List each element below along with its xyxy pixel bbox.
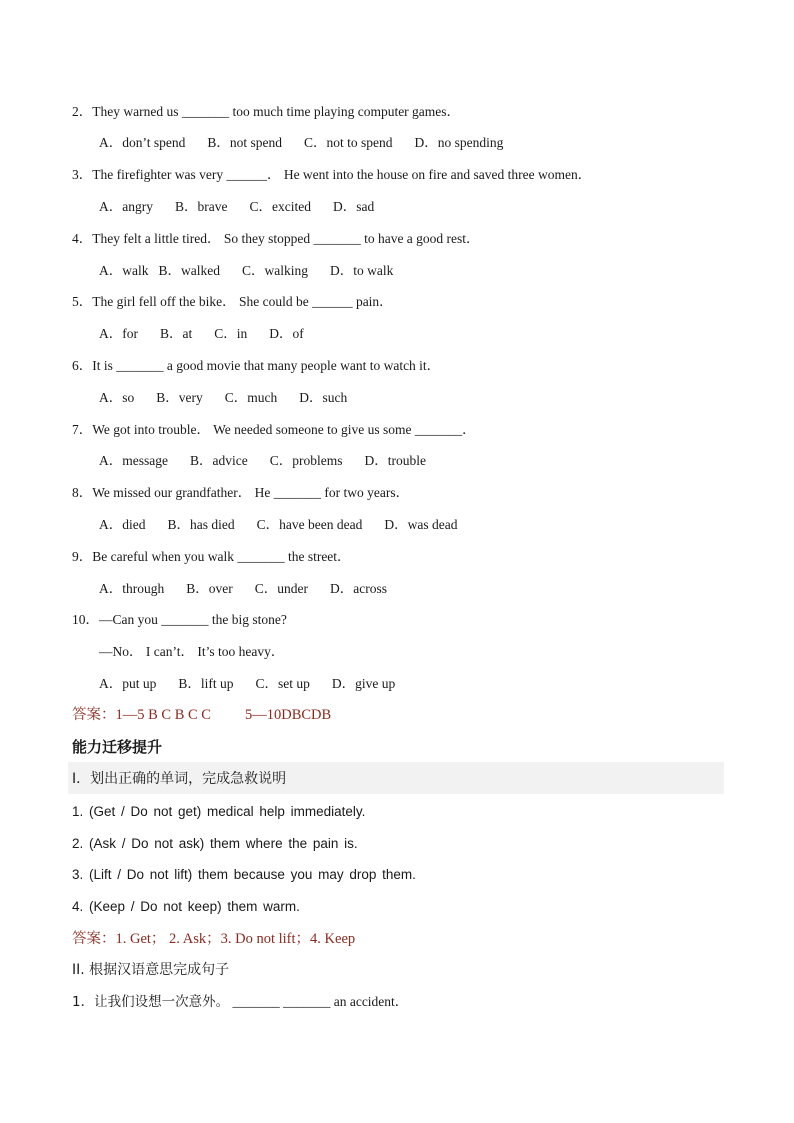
option-d: D．give up xyxy=(331,676,396,691)
question-9: 9．Be careful when you walk _______ the street． xyxy=(72,549,351,564)
part-1-item-2: 2. (Ask / Do not ask) them where the pain is. xyxy=(72,836,358,851)
part-2-item-1-chinese: 1．让我们设想一次意外。 xyxy=(72,994,230,1010)
options-10 xyxy=(99,675,417,693)
options-3 xyxy=(99,198,396,216)
options-9 xyxy=(99,580,409,598)
option-d: D．to walk xyxy=(330,263,394,278)
option-a: A．walk xyxy=(99,263,149,278)
option-d: D．across xyxy=(330,581,387,596)
options-7 xyxy=(99,452,448,470)
question-10-reply: —No． I can’t． It’s too heavy． xyxy=(99,644,285,659)
options-6 xyxy=(99,389,369,407)
option-b: B．not spend xyxy=(207,135,283,150)
option-c: C．set up xyxy=(255,676,310,691)
option-a: A．put up xyxy=(99,676,157,691)
option-c: C．excited xyxy=(249,199,311,214)
question-10: 10．—Can you _______ the big stone? xyxy=(72,612,287,627)
answer-text: 1. Get； 2. Ask；3. Do not lift；4. Keep xyxy=(115,931,356,947)
option-c: C．much xyxy=(224,390,278,405)
part-2-item-1 xyxy=(72,993,408,1011)
option-c: C．walking xyxy=(242,263,308,278)
option-b: B．at xyxy=(160,326,193,341)
question-2: 2．They warned us _______ too much time playing computer games． xyxy=(72,104,461,119)
part-1-item-3: 3. (Lift / Do not lift) them because you may drop them. xyxy=(72,867,416,882)
option-a: A．angry xyxy=(99,199,153,214)
option-d: D．sad xyxy=(332,199,375,214)
option-a: A．message xyxy=(99,453,168,468)
option-b: B．walked xyxy=(158,263,220,278)
part-1-title: I．划出正确的单词，完成急救说明 xyxy=(72,771,287,787)
options-8 xyxy=(99,516,479,534)
option-d: D．such xyxy=(299,390,348,405)
answer-part-2: 5—10DBCDB xyxy=(244,707,332,723)
option-d: D．trouble xyxy=(364,453,426,468)
option-c: C．under xyxy=(254,581,308,596)
part-2-title: II. 根据汉语意思完成句子 xyxy=(72,962,230,978)
option-c: C．in xyxy=(214,326,248,341)
option-d: D．was dead xyxy=(384,517,458,532)
options-5 xyxy=(99,325,326,343)
part-2-item-1-english: _______ _______ an accident． xyxy=(229,994,409,1009)
question-6: 6．It is _______ a good movie that many people want to watch it． xyxy=(72,358,441,373)
option-a: A．so xyxy=(99,390,135,405)
option-a: A．died xyxy=(99,517,146,532)
answer-key-1 xyxy=(72,706,331,724)
answer-label: 答案： xyxy=(72,931,116,947)
option-b: B．lift up xyxy=(178,676,234,691)
answer-label: 答案： xyxy=(72,707,116,723)
answer-part-1: 1—5 B C B C C xyxy=(115,707,211,723)
part-1-item-4: 4. (Keep / Do not keep) them warm. xyxy=(72,899,300,914)
option-a: A．through xyxy=(99,581,165,596)
option-b: B．has died xyxy=(167,517,235,532)
question-7: 7．We got into trouble． We needed someone to give us some _______． xyxy=(72,422,476,437)
options-4 xyxy=(99,262,415,280)
part-1-item-1: 1. (Get / Do not get) medical help immediately. xyxy=(72,804,366,819)
option-d: D．no spending xyxy=(414,135,504,150)
option-b: B．advice xyxy=(189,453,248,468)
option-c: C．problems xyxy=(269,453,343,468)
answer-key-2 xyxy=(72,930,355,948)
question-4: 4．They felt a little tired． So they stopped _______ to have a good rest． xyxy=(72,231,480,246)
question-3: 3．The firefighter was very ______． He went into the house on fire and saved three women． xyxy=(72,167,592,182)
option-b: B．very xyxy=(156,390,203,405)
option-c: C．have been dead xyxy=(256,517,363,532)
option-b: B．over xyxy=(186,581,233,596)
option-c: C．not to spend xyxy=(304,135,393,150)
option-a: A．for xyxy=(99,326,138,341)
section-title: 能力迁移提升 xyxy=(72,738,163,756)
options-2 xyxy=(99,134,525,152)
option-d: D．of xyxy=(269,326,304,341)
option-b: B．brave xyxy=(175,199,228,214)
question-8: 8．We missed our grandfather． He _______ for two years． xyxy=(72,485,410,500)
option-a: A．don’t spend xyxy=(99,135,186,150)
question-5: 5．The girl fell off the bike． She could be ______ pain． xyxy=(72,294,393,309)
